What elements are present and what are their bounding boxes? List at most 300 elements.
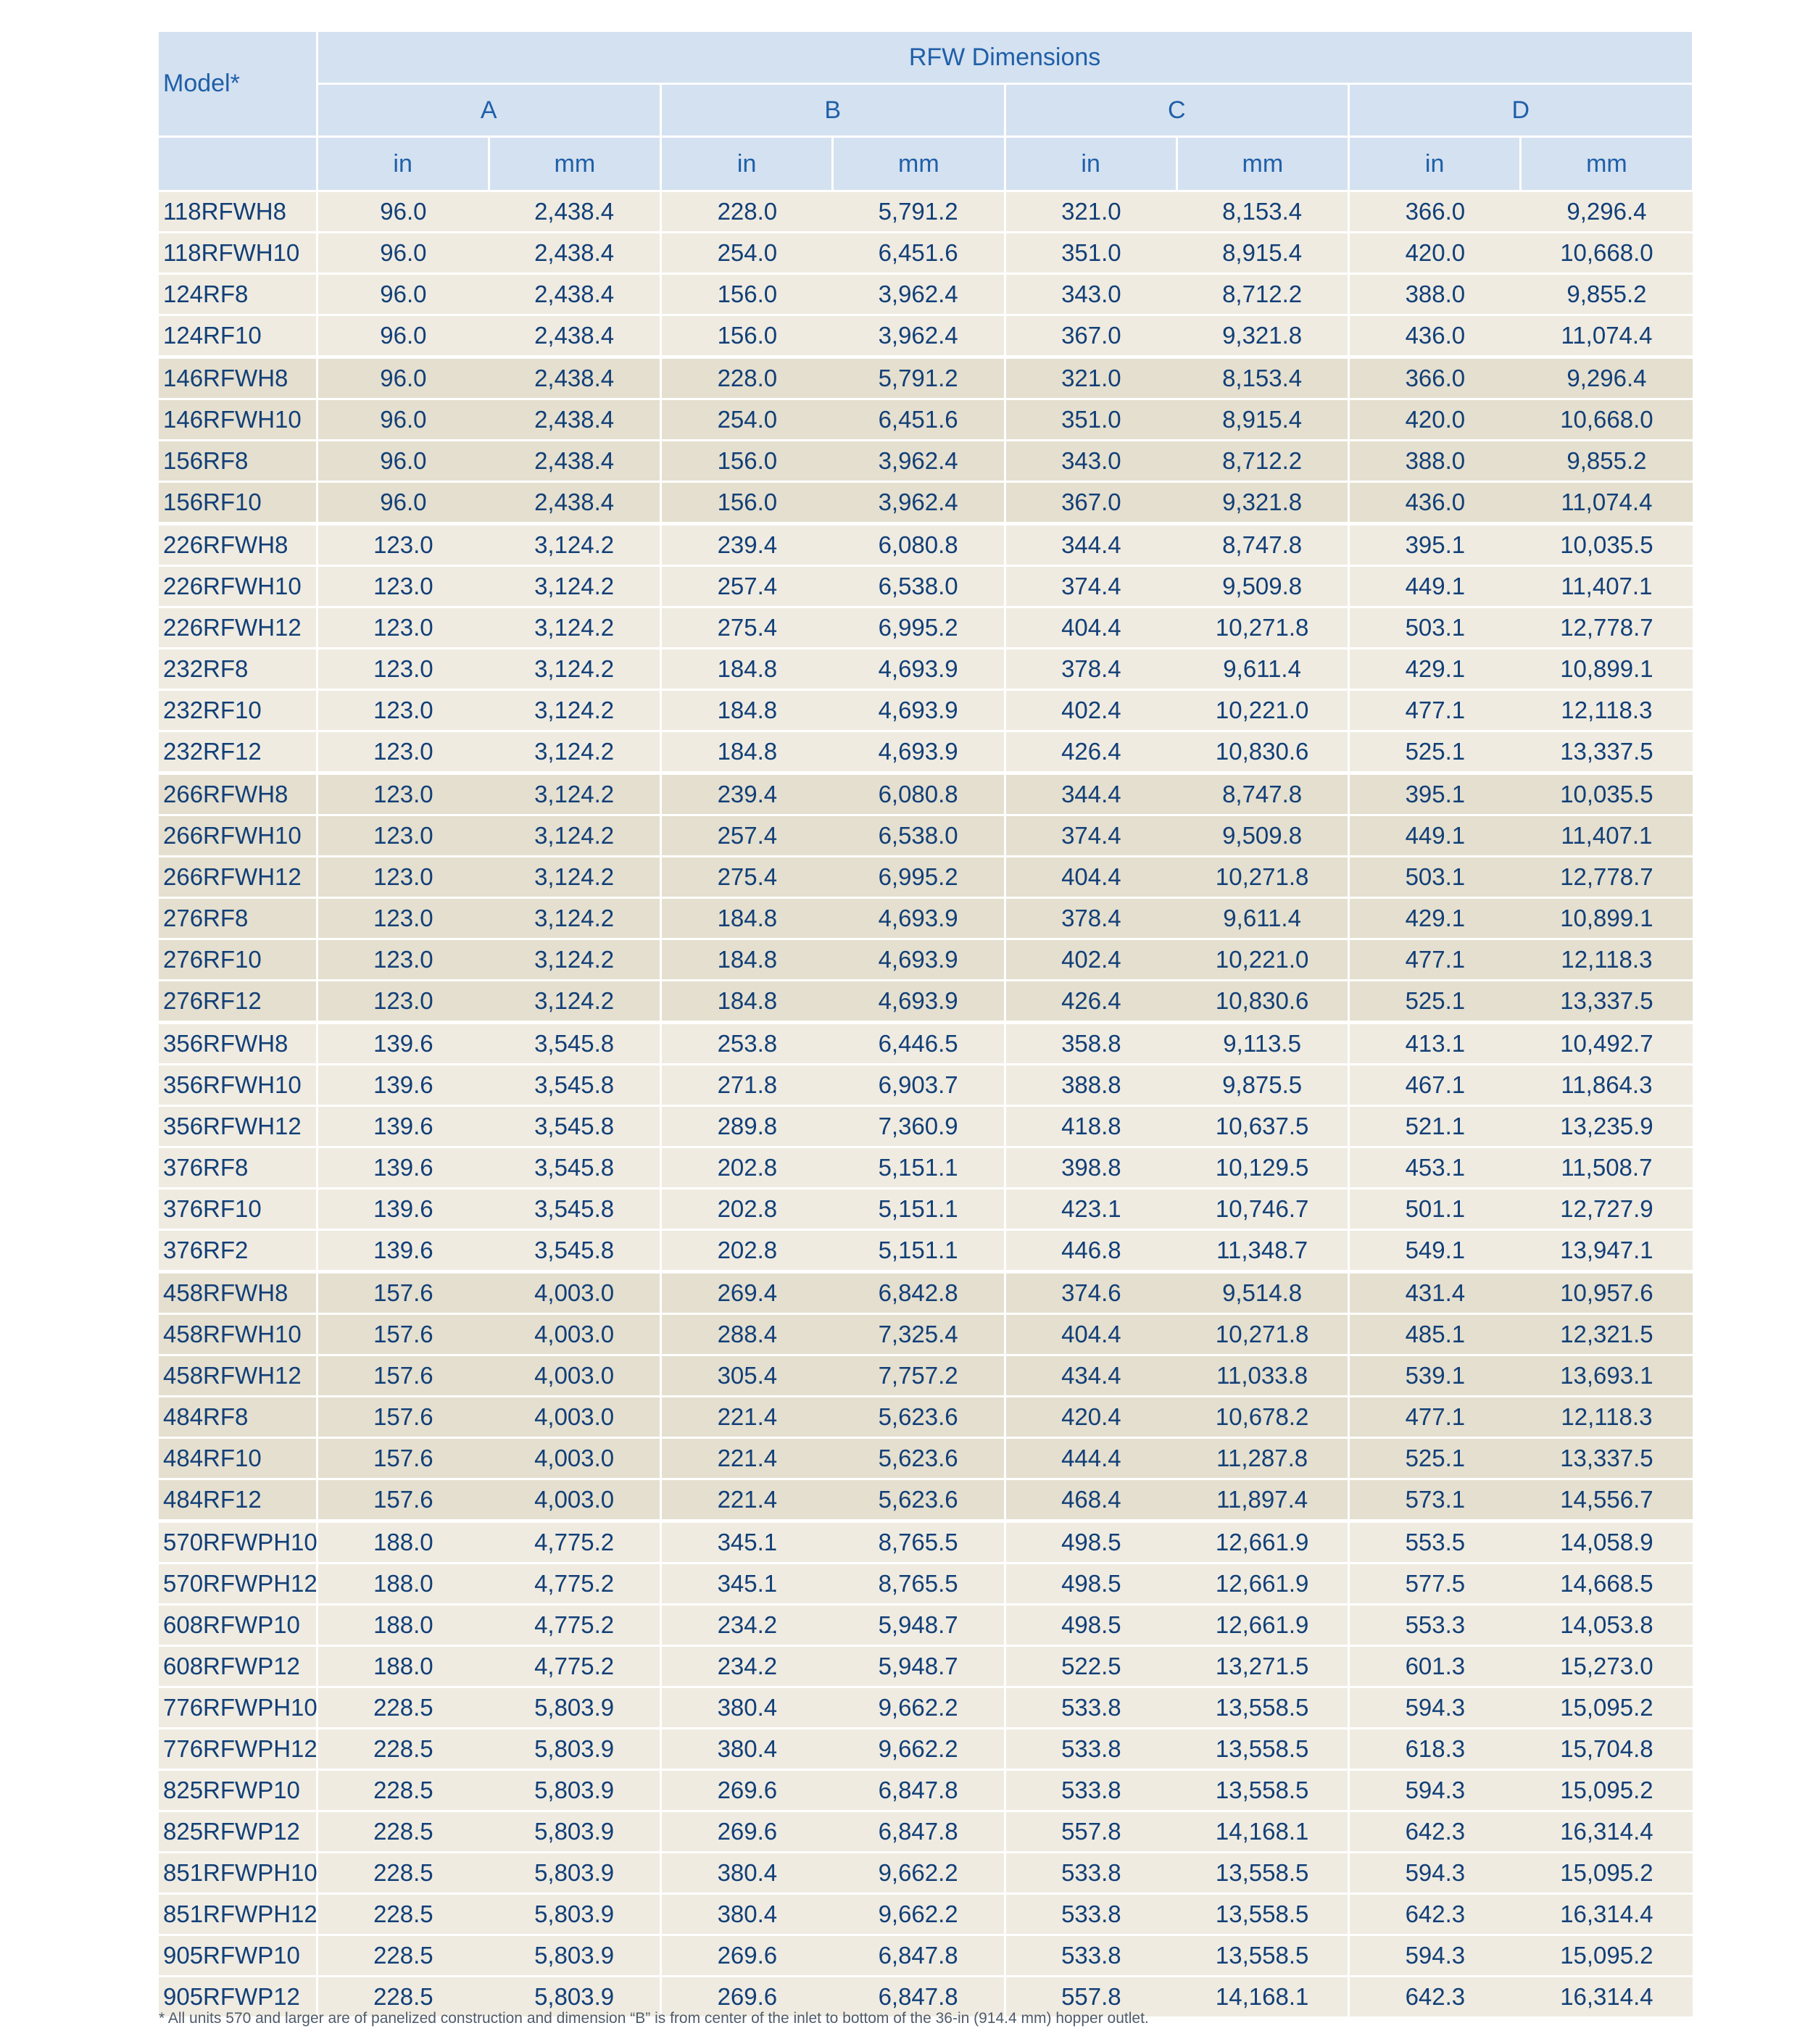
dim-d-in-cell: 388.0 xyxy=(1349,441,1521,482)
dim-d-in-cell: 521.1 xyxy=(1349,1106,1521,1147)
table-row xyxy=(159,1894,1693,1935)
dim-d-mm-cell: 13,337.5 xyxy=(1521,731,1693,773)
dim-b-mm-cell: 7,325.4 xyxy=(833,1314,1005,1355)
dim-b-in-cell: 271.8 xyxy=(661,1065,833,1106)
model-cell: 484RF10 xyxy=(159,1438,317,1479)
dim-c-in-cell: 402.4 xyxy=(1005,939,1176,981)
dim-b-in-cell: 184.8 xyxy=(661,981,833,1023)
dim-c-in-cell: 404.4 xyxy=(1005,1314,1176,1355)
dim-b-in-cell: 257.4 xyxy=(661,566,833,607)
model-cell: 458RFWH10 xyxy=(159,1314,317,1355)
dim-d-header: D xyxy=(1349,84,1693,137)
table-row xyxy=(159,1147,1693,1189)
dim-c-in-cell: 351.0 xyxy=(1005,233,1176,274)
dim-a-in-cell: 96.0 xyxy=(317,191,489,233)
dim-d-in-cell: 366.0 xyxy=(1349,357,1521,399)
dim-a-mm-cell: 3,124.2 xyxy=(489,566,660,607)
dim-c-mm-cell: 10,271.8 xyxy=(1176,857,1348,898)
dim-b-mm-cell: 4,693.9 xyxy=(833,690,1005,731)
dim-d-mm-cell: 11,074.4 xyxy=(1521,315,1693,357)
model-cell: 124RF10 xyxy=(159,315,317,357)
dim-b-mm-cell: 7,757.2 xyxy=(833,1355,1005,1397)
dim-c-mm-cell: 9,509.8 xyxy=(1176,566,1348,607)
dim-a-mm-cell: 5,803.9 xyxy=(489,1729,660,1770)
dim-c-in-cell: 343.0 xyxy=(1005,441,1176,482)
dim-a-header: A xyxy=(317,84,661,137)
dim-a-in-cell: 228.5 xyxy=(317,1729,489,1770)
dim-d-mm-cell: 9,855.2 xyxy=(1521,441,1693,482)
dim-c-in-cell: 533.8 xyxy=(1005,1894,1176,1935)
dim-b-mm-cell: 9,662.2 xyxy=(833,1853,1005,1894)
dim-a-in-cell: 228.5 xyxy=(317,1894,489,1935)
model-cell: 570RFWPH12 xyxy=(159,1563,317,1605)
dim-a-in-cell: 139.6 xyxy=(317,1106,489,1147)
dim-b-mm-cell: 8,765.5 xyxy=(833,1563,1005,1605)
table-row xyxy=(159,1023,1693,1065)
model-cell: 484RF8 xyxy=(159,1397,317,1438)
table-body xyxy=(159,191,1693,2018)
dim-c-mm-cell: 10,678.2 xyxy=(1176,1397,1348,1438)
dim-c-mm-cell: 8,712.2 xyxy=(1176,274,1348,315)
dim-b-mm-cell: 6,538.0 xyxy=(833,815,1005,857)
dim-d-mm-cell: 11,864.3 xyxy=(1521,1065,1693,1106)
dim-c-in-cell: 533.8 xyxy=(1005,1935,1176,1977)
dim-a-mm-cell: 4,775.2 xyxy=(489,1605,660,1646)
dim-b-mm-cell: 6,538.0 xyxy=(833,566,1005,607)
dim-a-in-cell: 157.6 xyxy=(317,1438,489,1479)
dim-c-header: C xyxy=(1005,84,1349,137)
dim-c-in-cell: 418.8 xyxy=(1005,1106,1176,1147)
dim-c-mm-cell: 10,637.5 xyxy=(1176,1106,1348,1147)
dim-d-mm-cell: 15,095.2 xyxy=(1521,1853,1693,1894)
dim-b-mm-cell: 6,446.5 xyxy=(833,1023,1005,1065)
dim-d-in-cell: 525.1 xyxy=(1349,981,1521,1023)
dim-b-mm-cell: 9,662.2 xyxy=(833,1687,1005,1729)
table-row xyxy=(159,1106,1693,1147)
table-row xyxy=(159,1230,1693,1272)
table-row xyxy=(159,191,1693,233)
table-header xyxy=(159,32,1693,191)
dim-b-mm-cell: 5,151.1 xyxy=(833,1230,1005,1272)
dim-b-mm-cell: 6,451.6 xyxy=(833,233,1005,274)
dim-c-mm-cell: 8,747.8 xyxy=(1176,524,1348,566)
dim-d-in-cell: 601.3 xyxy=(1349,1646,1521,1687)
model-cell: 608RFWP12 xyxy=(159,1646,317,1687)
dim-d-mm-cell: 9,855.2 xyxy=(1521,274,1693,315)
dim-d-in-cell: 618.3 xyxy=(1349,1729,1521,1770)
dim-a-in-cell: 228.5 xyxy=(317,1687,489,1729)
dim-d-mm-cell: 14,556.7 xyxy=(1521,1479,1693,1521)
dim-a-in-cell: 157.6 xyxy=(317,1355,489,1397)
dim-d-in-cell: 449.1 xyxy=(1349,815,1521,857)
dim-a-in-cell: 123.0 xyxy=(317,815,489,857)
dim-b-in-cell: 184.8 xyxy=(661,939,833,981)
dim-c-in-cell: 374.4 xyxy=(1005,566,1176,607)
dim-c-mm-cell: 13,558.5 xyxy=(1176,1853,1348,1894)
dim-d-in-cell: 449.1 xyxy=(1349,566,1521,607)
dim-c-mm-cell: 9,321.8 xyxy=(1176,315,1348,357)
dim-a-in-cell: 123.0 xyxy=(317,773,489,815)
dim-b-in-cell: 228.0 xyxy=(661,357,833,399)
model-cell: 232RF8 xyxy=(159,649,317,690)
dim-a-mm-cell: 3,545.8 xyxy=(489,1023,660,1065)
dim-c-mm-cell: 9,113.5 xyxy=(1176,1023,1348,1065)
dim-b-mm-cell: 5,623.6 xyxy=(833,1479,1005,1521)
dim-a-in-cell: 96.0 xyxy=(317,441,489,482)
dim-a-mm-cell: 5,803.9 xyxy=(489,1935,660,1977)
dim-a-mm-cell: 2,438.4 xyxy=(489,191,660,233)
dim-c-mm-cell: 10,830.6 xyxy=(1176,731,1348,773)
dim-b-mm-cell: 5,791.2 xyxy=(833,357,1005,399)
dim-b-in-cell: 156.0 xyxy=(661,274,833,315)
dim-b-in-cell: 345.1 xyxy=(661,1521,833,1563)
dim-b-mm-cell: 5,623.6 xyxy=(833,1397,1005,1438)
table-row xyxy=(159,1646,1693,1687)
dim-b-mm-cell: 6,842.8 xyxy=(833,1272,1005,1314)
unit-mm-header: mm xyxy=(1176,137,1348,191)
dim-a-mm-cell: 3,124.2 xyxy=(489,857,660,898)
dim-a-in-cell: 188.0 xyxy=(317,1646,489,1687)
model-cell: 226RFWH12 xyxy=(159,607,317,649)
dim-b-mm-cell: 6,995.2 xyxy=(833,857,1005,898)
dim-b-mm-cell: 5,151.1 xyxy=(833,1189,1005,1230)
dim-a-in-cell: 139.6 xyxy=(317,1147,489,1189)
dim-d-mm-cell: 12,118.3 xyxy=(1521,939,1693,981)
dim-a-mm-cell: 5,803.9 xyxy=(489,1853,660,1894)
dim-d-mm-cell: 11,508.7 xyxy=(1521,1147,1693,1189)
unit-mm-header: mm xyxy=(1521,137,1693,191)
model-cell: 458RFWH12 xyxy=(159,1355,317,1397)
dim-d-mm-cell: 12,778.7 xyxy=(1521,857,1693,898)
dim-a-in-cell: 188.0 xyxy=(317,1521,489,1563)
unit-mm-header: mm xyxy=(833,137,1005,191)
model-cell: 276RF10 xyxy=(159,939,317,981)
dim-c-in-cell: 557.8 xyxy=(1005,1977,1176,2018)
dim-a-mm-cell: 4,003.0 xyxy=(489,1355,660,1397)
dim-c-mm-cell: 13,558.5 xyxy=(1176,1935,1348,1977)
table-row xyxy=(159,1605,1693,1646)
dim-d-mm-cell: 9,296.4 xyxy=(1521,357,1693,399)
dim-d-in-cell: 539.1 xyxy=(1349,1355,1521,1397)
table-row xyxy=(159,1521,1693,1563)
dim-b-mm-cell: 3,962.4 xyxy=(833,274,1005,315)
dim-b-mm-cell: 4,693.9 xyxy=(833,731,1005,773)
dim-c-in-cell: 426.4 xyxy=(1005,731,1176,773)
dim-d-mm-cell: 12,778.7 xyxy=(1521,607,1693,649)
rfw-dimensions-table xyxy=(159,32,1694,2019)
model-column-header: Model* xyxy=(159,32,317,137)
dim-d-in-cell: 577.5 xyxy=(1349,1563,1521,1605)
dim-c-in-cell: 344.4 xyxy=(1005,773,1176,815)
dim-b-in-cell: 269.6 xyxy=(661,1811,833,1853)
dim-c-in-cell: 498.5 xyxy=(1005,1605,1176,1646)
dim-c-in-cell: 367.0 xyxy=(1005,315,1176,357)
dim-c-in-cell: 423.1 xyxy=(1005,1189,1176,1230)
dim-d-in-cell: 573.1 xyxy=(1349,1479,1521,1521)
dim-b-in-cell: 380.4 xyxy=(661,1687,833,1729)
dim-d-mm-cell: 10,035.5 xyxy=(1521,524,1693,566)
dim-b-in-cell: 380.4 xyxy=(661,1894,833,1935)
dim-c-mm-cell: 10,129.5 xyxy=(1176,1147,1348,1189)
dim-c-mm-cell: 9,321.8 xyxy=(1176,482,1348,524)
dim-b-in-cell: 254.0 xyxy=(661,399,833,441)
dim-c-in-cell: 557.8 xyxy=(1005,1811,1176,1853)
dim-b-in-cell: 253.8 xyxy=(661,1023,833,1065)
table-row xyxy=(159,815,1693,857)
dim-d-in-cell: 477.1 xyxy=(1349,690,1521,731)
dim-c-in-cell: 533.8 xyxy=(1005,1770,1176,1811)
table-row xyxy=(159,441,1693,482)
dim-a-mm-cell: 4,003.0 xyxy=(489,1438,660,1479)
dim-a-in-cell: 96.0 xyxy=(317,357,489,399)
unit-in-header: in xyxy=(1349,137,1521,191)
dim-c-in-cell: 533.8 xyxy=(1005,1853,1176,1894)
table-row xyxy=(159,1355,1693,1397)
model-cell: 356RFWH8 xyxy=(159,1023,317,1065)
dim-d-in-cell: 429.1 xyxy=(1349,898,1521,939)
dim-d-in-cell: 436.0 xyxy=(1349,482,1521,524)
dim-b-in-cell: 275.4 xyxy=(661,857,833,898)
dim-b-mm-cell: 6,847.8 xyxy=(833,1770,1005,1811)
dim-b-mm-cell: 6,903.7 xyxy=(833,1065,1005,1106)
dim-c-in-cell: 378.4 xyxy=(1005,649,1176,690)
unit-in-header: in xyxy=(661,137,833,191)
dim-c-in-cell: 343.0 xyxy=(1005,274,1176,315)
dim-c-in-cell: 498.5 xyxy=(1005,1521,1176,1563)
dim-a-in-cell: 188.0 xyxy=(317,1563,489,1605)
model-cell: 851RFWPH10 xyxy=(159,1853,317,1894)
table-row xyxy=(159,1563,1693,1605)
dim-b-in-cell: 239.4 xyxy=(661,773,833,815)
dim-a-in-cell: 123.0 xyxy=(317,731,489,773)
dim-b-mm-cell: 6,995.2 xyxy=(833,607,1005,649)
table-row xyxy=(159,315,1693,357)
dim-a-mm-cell: 4,003.0 xyxy=(489,1479,660,1521)
table-row xyxy=(159,1811,1693,1853)
dim-b-in-cell: 156.0 xyxy=(661,482,833,524)
table-row xyxy=(159,773,1693,815)
dim-c-in-cell: 522.5 xyxy=(1005,1646,1176,1687)
dim-b-in-cell: 184.8 xyxy=(661,690,833,731)
model-cell: 226RFWH8 xyxy=(159,524,317,566)
dim-a-in-cell: 228.5 xyxy=(317,1853,489,1894)
dim-a-in-cell: 96.0 xyxy=(317,233,489,274)
table-row xyxy=(159,1935,1693,1977)
dim-c-mm-cell: 14,168.1 xyxy=(1176,1977,1348,2018)
dim-a-mm-cell: 3,545.8 xyxy=(489,1230,660,1272)
dim-d-in-cell: 429.1 xyxy=(1349,649,1521,690)
dim-d-in-cell: 642.3 xyxy=(1349,1894,1521,1935)
table-row xyxy=(159,1314,1693,1355)
dim-a-mm-cell: 5,803.9 xyxy=(489,1811,660,1853)
footnote: * All units 570 and larger are of panelized construction and dimension “B” is from center of the inlet to bottom of the 36-in (914.4 mm) hopper outlet. xyxy=(159,2010,1149,2027)
model-cell: 484RF12 xyxy=(159,1479,317,1521)
dim-c-in-cell: 367.0 xyxy=(1005,482,1176,524)
dim-b-mm-cell: 5,151.1 xyxy=(833,1147,1005,1189)
dim-b-in-cell: 239.4 xyxy=(661,524,833,566)
table-row xyxy=(159,399,1693,441)
dim-d-mm-cell: 10,492.7 xyxy=(1521,1023,1693,1065)
dim-c-mm-cell: 11,348.7 xyxy=(1176,1230,1348,1272)
dim-c-in-cell: 426.4 xyxy=(1005,981,1176,1023)
dim-c-mm-cell: 9,875.5 xyxy=(1176,1065,1348,1106)
dim-b-mm-cell: 8,765.5 xyxy=(833,1521,1005,1563)
model-cell: 825RFWP10 xyxy=(159,1770,317,1811)
dim-d-in-cell: 501.1 xyxy=(1349,1189,1521,1230)
dim-d-mm-cell: 16,314.4 xyxy=(1521,1811,1693,1853)
dim-d-mm-cell: 12,727.9 xyxy=(1521,1189,1693,1230)
table-row xyxy=(159,1479,1693,1521)
dim-d-in-cell: 420.0 xyxy=(1349,233,1521,274)
dim-b-mm-cell: 4,693.9 xyxy=(833,939,1005,981)
dim-c-in-cell: 344.4 xyxy=(1005,524,1176,566)
dim-a-in-cell: 228.5 xyxy=(317,1811,489,1853)
dim-c-mm-cell: 13,558.5 xyxy=(1176,1687,1348,1729)
dim-a-mm-cell: 2,438.4 xyxy=(489,274,660,315)
dim-c-in-cell: 388.8 xyxy=(1005,1065,1176,1106)
dim-b-mm-cell: 5,623.6 xyxy=(833,1438,1005,1479)
dim-a-in-cell: 96.0 xyxy=(317,399,489,441)
model-cell: 356RFWH12 xyxy=(159,1106,317,1147)
dim-d-mm-cell: 11,407.1 xyxy=(1521,815,1693,857)
dim-c-mm-cell: 9,611.4 xyxy=(1176,898,1348,939)
dim-c-in-cell: 402.4 xyxy=(1005,690,1176,731)
dim-d-mm-cell: 14,668.5 xyxy=(1521,1563,1693,1605)
dim-b-in-cell: 221.4 xyxy=(661,1479,833,1521)
dim-b-in-cell: 202.8 xyxy=(661,1189,833,1230)
dim-b-mm-cell: 6,847.8 xyxy=(833,1977,1005,2018)
dim-b-mm-cell: 3,962.4 xyxy=(833,482,1005,524)
dim-b-in-cell: 257.4 xyxy=(661,815,833,857)
dim-a-in-cell: 123.0 xyxy=(317,524,489,566)
dim-a-mm-cell: 4,775.2 xyxy=(489,1563,660,1605)
dim-c-in-cell: 351.0 xyxy=(1005,399,1176,441)
dim-a-mm-cell: 3,124.2 xyxy=(489,649,660,690)
dim-a-in-cell: 139.6 xyxy=(317,1189,489,1230)
dim-a-mm-cell: 3,545.8 xyxy=(489,1147,660,1189)
dim-c-mm-cell: 9,514.8 xyxy=(1176,1272,1348,1314)
dim-b-mm-cell: 6,451.6 xyxy=(833,399,1005,441)
dim-c-mm-cell: 11,897.4 xyxy=(1176,1479,1348,1521)
dim-d-in-cell: 594.3 xyxy=(1349,1935,1521,1977)
table-row xyxy=(159,1729,1693,1770)
dim-b-mm-cell: 9,662.2 xyxy=(833,1894,1005,1935)
dim-d-mm-cell: 12,321.5 xyxy=(1521,1314,1693,1355)
model-cell: 376RF2 xyxy=(159,1230,317,1272)
dim-c-in-cell: 404.4 xyxy=(1005,607,1176,649)
dim-c-mm-cell: 8,153.4 xyxy=(1176,357,1348,399)
dim-c-mm-cell: 12,661.9 xyxy=(1176,1521,1348,1563)
dim-b-in-cell: 305.4 xyxy=(661,1355,833,1397)
model-cell: 266RFWH10 xyxy=(159,815,317,857)
dim-c-mm-cell: 13,558.5 xyxy=(1176,1770,1348,1811)
dim-b-mm-cell: 4,693.9 xyxy=(833,981,1005,1023)
dim-d-mm-cell: 10,957.6 xyxy=(1521,1272,1693,1314)
dim-d-mm-cell: 10,668.0 xyxy=(1521,399,1693,441)
dim-c-mm-cell: 10,830.6 xyxy=(1176,981,1348,1023)
dim-c-mm-cell: 8,915.4 xyxy=(1176,233,1348,274)
dim-d-in-cell: 453.1 xyxy=(1349,1147,1521,1189)
dim-d-mm-cell: 15,095.2 xyxy=(1521,1687,1693,1729)
dim-c-in-cell: 468.4 xyxy=(1005,1479,1176,1521)
unit-in-header: in xyxy=(317,137,489,191)
model-cell: 570RFWPH10 xyxy=(159,1521,317,1563)
table-row xyxy=(159,607,1693,649)
dim-d-in-cell: 503.1 xyxy=(1349,857,1521,898)
dim-a-in-cell: 123.0 xyxy=(317,939,489,981)
dim-d-in-cell: 395.1 xyxy=(1349,524,1521,566)
dim-a-mm-cell: 2,438.4 xyxy=(489,482,660,524)
dim-c-in-cell: 533.8 xyxy=(1005,1729,1176,1770)
dim-a-mm-cell: 2,438.4 xyxy=(489,357,660,399)
dim-c-mm-cell: 9,509.8 xyxy=(1176,815,1348,857)
model-cell: 458RFWH8 xyxy=(159,1272,317,1314)
dim-b-in-cell: 269.6 xyxy=(661,1770,833,1811)
dim-a-mm-cell: 5,803.9 xyxy=(489,1770,660,1811)
dim-d-in-cell: 477.1 xyxy=(1349,939,1521,981)
dim-c-mm-cell: 8,747.8 xyxy=(1176,773,1348,815)
model-cell: 851RFWPH12 xyxy=(159,1894,317,1935)
dim-d-mm-cell: 13,693.1 xyxy=(1521,1355,1693,1397)
dim-c-mm-cell: 14,168.1 xyxy=(1176,1811,1348,1853)
dim-d-mm-cell: 12,118.3 xyxy=(1521,1397,1693,1438)
model-cell: 118RFWH8 xyxy=(159,191,317,233)
dim-c-mm-cell: 9,611.4 xyxy=(1176,649,1348,690)
dim-a-in-cell: 139.6 xyxy=(317,1023,489,1065)
dim-d-in-cell: 413.1 xyxy=(1349,1023,1521,1065)
dim-a-mm-cell: 3,124.2 xyxy=(489,981,660,1023)
dim-b-mm-cell: 5,948.7 xyxy=(833,1646,1005,1687)
dim-b-mm-cell: 5,948.7 xyxy=(833,1605,1005,1646)
model-cell: 266RFWH8 xyxy=(159,773,317,815)
dim-d-mm-cell: 10,899.1 xyxy=(1521,649,1693,690)
table-row xyxy=(159,1770,1693,1811)
dim-d-in-cell: 431.4 xyxy=(1349,1272,1521,1314)
table-row xyxy=(159,690,1693,731)
dim-a-mm-cell: 3,545.8 xyxy=(489,1106,660,1147)
dim-a-mm-cell: 4,775.2 xyxy=(489,1646,660,1687)
dim-a-mm-cell: 3,124.2 xyxy=(489,939,660,981)
header-row-dims xyxy=(159,84,1693,137)
dim-d-mm-cell: 16,314.4 xyxy=(1521,1977,1693,2018)
dim-d-mm-cell: 10,899.1 xyxy=(1521,898,1693,939)
dim-d-in-cell: 467.1 xyxy=(1349,1065,1521,1106)
dim-a-mm-cell: 5,803.9 xyxy=(489,1894,660,1935)
dim-a-mm-cell: 2,438.4 xyxy=(489,399,660,441)
dim-a-mm-cell: 3,124.2 xyxy=(489,898,660,939)
dim-a-mm-cell: 5,803.9 xyxy=(489,1687,660,1729)
dim-b-in-cell: 269.4 xyxy=(661,1272,833,1314)
dim-b-in-cell: 228.0 xyxy=(661,191,833,233)
model-cell: 376RF8 xyxy=(159,1147,317,1189)
dim-d-mm-cell: 15,095.2 xyxy=(1521,1935,1693,1977)
table-row xyxy=(159,1397,1693,1438)
unit-in-header: in xyxy=(1005,137,1176,191)
dim-b-in-cell: 221.4 xyxy=(661,1438,833,1479)
dim-b-in-cell: 234.2 xyxy=(661,1646,833,1687)
dim-a-in-cell: 123.0 xyxy=(317,981,489,1023)
dim-c-mm-cell: 10,221.0 xyxy=(1176,939,1348,981)
dim-d-mm-cell: 11,074.4 xyxy=(1521,482,1693,524)
dim-c-in-cell: 446.8 xyxy=(1005,1230,1176,1272)
dim-a-mm-cell: 3,124.2 xyxy=(489,773,660,815)
dim-b-mm-cell: 9,662.2 xyxy=(833,1729,1005,1770)
dim-b-in-cell: 380.4 xyxy=(661,1729,833,1770)
dimensions-table-container xyxy=(159,32,1693,2019)
dim-d-in-cell: 594.3 xyxy=(1349,1687,1521,1729)
dim-d-in-cell: 553.5 xyxy=(1349,1521,1521,1563)
dim-a-mm-cell: 3,124.2 xyxy=(489,690,660,731)
